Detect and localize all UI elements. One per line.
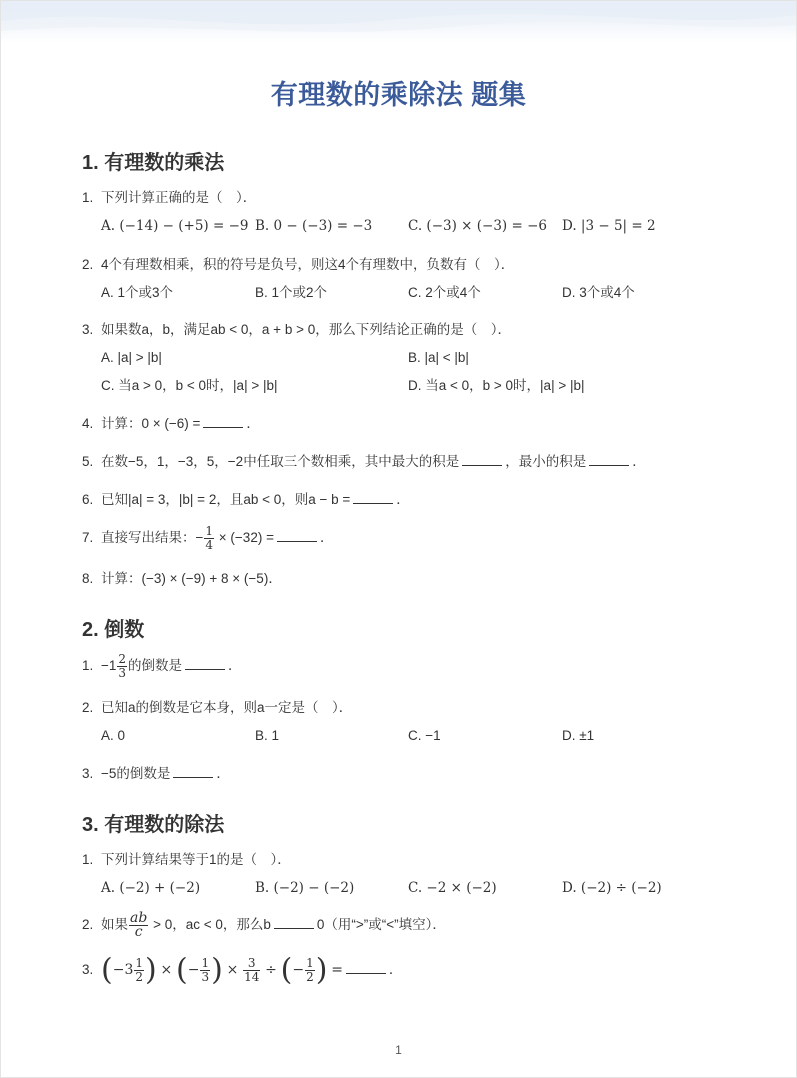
question-text-post: > 0，ac < 0，那么b (153, 917, 271, 932)
question-text: 如果数a，b，满足ab < 0，a + b > 0，那么下列结论正确的是（ ）． (101, 322, 511, 337)
option-b: B. (−2) − (−2) (255, 880, 355, 896)
option-d: D. |3 − 5| = 2 (562, 218, 656, 234)
left-paren: ( (175, 952, 188, 988)
question-text: 下列计算结果等于1的是（ ）． (101, 852, 291, 867)
question-number: 2. (82, 257, 94, 272)
option-b: B. |a| < |b| (408, 350, 469, 365)
option-d: D. ±1 (562, 728, 595, 743)
question-text: −5的倒数是 (101, 766, 171, 781)
question-text: 已知a的倒数是它本身，则a一定是（ ）． (101, 700, 353, 715)
question-s2-1 (82, 651, 242, 681)
section-title-multiplication: 1. 有理数的乘法 (82, 152, 225, 174)
question-tail: ． (396, 492, 410, 507)
question-text-post: 的倒数是 (128, 658, 183, 673)
question-s1-5 (82, 452, 646, 472)
question-text: 下列计算正确的是（ ）． (101, 190, 257, 205)
question-text: 在数−5，1，−3，5，−2中任取三个数相乘，其中最大的积是 (101, 454, 460, 469)
section-title-division: 3. 有理数的除法 (82, 814, 225, 836)
question-number: 1. (82, 190, 94, 205)
question-tail: ． (246, 416, 260, 431)
question-text: 4个有理数相乘，积的符号是负号，则这4个有理数中，负数有（ ）． (101, 257, 515, 272)
fraction (305, 957, 315, 984)
question-text: 计算：(−3) × (−9) + 8 × (−5)． (101, 571, 282, 586)
answer-blank[interactable] (346, 960, 386, 974)
question-number: 1. (82, 852, 94, 867)
fraction (200, 957, 210, 984)
expr-part: − (292, 962, 305, 978)
operator: × (160, 962, 173, 978)
question-s1-6 (82, 490, 410, 510)
answer-blank[interactable] (353, 490, 393, 504)
header-band (1, 1, 796, 43)
fraction-denominator: c (134, 923, 143, 940)
question-number: 4. (82, 416, 94, 431)
answer-blank[interactable] (274, 915, 314, 929)
question-number: 2. (82, 700, 94, 715)
question-number: 3. (82, 766, 94, 781)
fraction (204, 525, 214, 552)
equals: = (331, 962, 343, 978)
fraction-denominator: 3 (118, 665, 127, 680)
option-d: D. (−2) ÷ (−2) (562, 880, 662, 896)
question-text: 如果 (101, 917, 128, 932)
left-paren: ( (280, 952, 293, 988)
option-c: C. −1 (408, 728, 441, 743)
question-s3-3 (82, 951, 402, 989)
page-title: 有理数的乘除法 题集 (270, 80, 527, 110)
answer-blank[interactable] (203, 414, 243, 428)
question-text: 直接写出结果：− (101, 530, 204, 545)
fraction-numerator: 1 (201, 955, 210, 970)
question-mid: ，最小的积是 (505, 454, 587, 469)
question-s1-1 (82, 188, 256, 208)
question-s3-2 (82, 910, 446, 940)
answer-blank[interactable] (277, 528, 317, 542)
question-tail: ． (228, 658, 242, 673)
question-s1-8 (82, 569, 282, 589)
expr-part: − (187, 962, 200, 978)
question-number: 7. (82, 530, 94, 545)
header-wave-decoration (1, 1, 796, 43)
answer-blank-min[interactable] (589, 452, 629, 466)
option-b: B. 0 − (−3) = −3 (255, 218, 373, 234)
option-a: A. (−14) − (+5) = −9 (101, 218, 249, 234)
right-paren: ) (315, 952, 328, 988)
question-number: 1. (82, 658, 94, 673)
question-s3-1 (82, 850, 291, 870)
fraction (117, 653, 127, 680)
operator: × (226, 962, 239, 978)
fraction-denominator: 2 (306, 969, 314, 984)
option-d: D. 3个或4个 (562, 285, 635, 300)
question-tail: 0（用“>”或“<”填空）． (316, 917, 446, 932)
option-c: C. 当a > 0，b < 0时，|a| > |b| (101, 378, 278, 393)
question-tail: ． (388, 962, 403, 977)
option-d: D. 当a < 0，b > 0时，|a| > |b| (408, 378, 585, 393)
answer-blank-max[interactable] (462, 452, 502, 466)
operator: ÷ (265, 962, 277, 978)
question-number: 3. (82, 962, 94, 977)
option-c: C. −2 × (−2) (408, 880, 497, 896)
question-number: 2. (82, 917, 94, 932)
question-number: 3. (82, 322, 94, 337)
question-s2-2 (82, 698, 352, 718)
fraction-denominator: 3 (201, 969, 210, 984)
option-c: C. 2个或4个 (408, 285, 481, 300)
fraction-numerator: ab (130, 909, 148, 926)
question-number: 8. (82, 571, 94, 586)
option-c: C. (−3) × (−3) = −6 (408, 218, 547, 234)
fraction-numerator: 1 (135, 955, 143, 970)
question-s1-3 (82, 320, 511, 340)
option-a: A. 0 (101, 728, 126, 743)
question-s2-3 (82, 764, 230, 784)
left-paren: ( (101, 952, 113, 988)
question-number: 6. (82, 492, 94, 507)
option-b: B. 1 (255, 728, 280, 743)
right-paren: ) (145, 952, 157, 988)
question-tail: ． (632, 454, 646, 469)
question-tail: ． (319, 530, 334, 545)
option-a: A. (−2) + (−2) (101, 880, 201, 896)
question-s1-7 (82, 523, 333, 553)
question-text: −1 (101, 658, 117, 673)
option-a: A. 1个或3个 (101, 285, 174, 300)
fraction (134, 957, 144, 984)
question-text: 计算：0 × (−6) = (101, 416, 201, 431)
fraction-numerator: 3 (243, 957, 260, 971)
fraction-numerator: 1 (205, 523, 214, 538)
question-s1-4 (82, 414, 260, 434)
page-number: 1 (395, 1043, 402, 1057)
question-s1-2 (82, 255, 514, 275)
fraction-denominator: 4 (205, 537, 214, 552)
fraction (243, 957, 260, 984)
fraction-denominator: 2 (135, 969, 143, 984)
question-text: 已知|a| = 3，|b| = 2，且ab < 0，则a − b = (101, 492, 351, 507)
question-number: 5. (82, 454, 94, 469)
answer-blank[interactable] (173, 764, 213, 778)
section-title-reciprocal: 2. 倒数 (82, 619, 145, 641)
question-text-post: × (−32) = (218, 530, 274, 545)
option-b: B. 1个或2个 (255, 285, 328, 300)
fraction-denominator: 14 (244, 969, 260, 984)
expr-part: −3 (112, 962, 134, 978)
fraction-numerator: 1 (306, 955, 314, 970)
fraction (129, 909, 148, 940)
right-paren: ) (211, 952, 223, 988)
question-tail: ． (216, 766, 230, 781)
answer-blank[interactable] (185, 656, 225, 670)
fraction-numerator: 2 (118, 651, 127, 666)
option-a: A. |a| > |b| (101, 350, 162, 365)
